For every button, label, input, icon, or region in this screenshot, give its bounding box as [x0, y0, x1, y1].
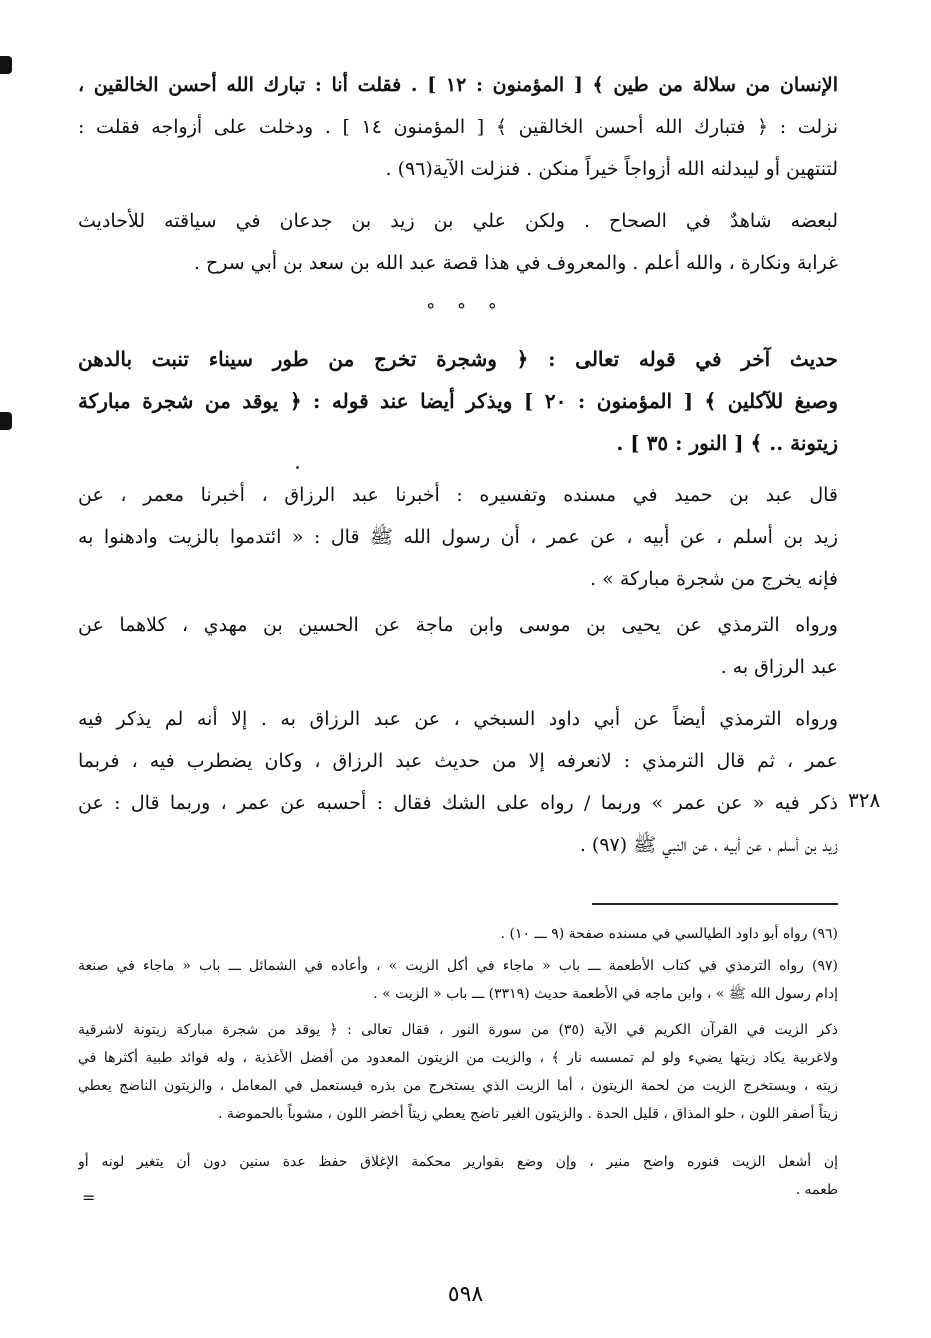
text-line: ذكر فيه « عن عمر » وربما / رواه على الشك فقال : أحسبه عن عمر ، وربما قال : عن — [78, 792, 838, 814]
binding-mark-middle — [0, 412, 12, 430]
footnote-line: زيتاً أصفر اللون ، حلو المذاق ، قليل الحدة . والزيتون الغير ناضج يعطي زيتاً أخضر اللون ، مشوباً بالحموضة . — [218, 1106, 838, 1122]
footnote-line: طعمه . — [795, 1182, 838, 1198]
footnote-line: إن أشعل الزيت فنوره واضح منير ، وإن وضع بقوارير محكمة الإغلاق حفظ عدة سنين دون أن يتغير لونه أو — [78, 1154, 838, 1170]
text-line: حديث آخر في قوله تعالى : ﴿ وشجرة تخرج من طور سيناء تنبت بالدهن — [78, 347, 838, 371]
text-line: قال عبد بن حميد في مسنده وتفسيره : أخبرنا عبد الرزاق ، أخبرنا معمر ، عن — [78, 484, 838, 506]
text-line: زيد بن أسلم ، عن أبيه ، عن عمر ، أن رسول الله ﷺ قال : « ائتدموا بالزيت وادهنوا به — [78, 526, 838, 548]
section-heading — [78, 338, 838, 464]
paragraph-6 — [78, 698, 838, 866]
margin-page-reference: ٣٢٨ — [848, 788, 881, 812]
footnote-line: (٩٦) رواه أبو داود الطيالسي في مسنده صفحة (٩ ـــ ١٠) . — [500, 926, 838, 942]
footnote-97 — [78, 952, 838, 1008]
footnote-line: (٩٧) رواه الترمذي في كتاب الأطعمة ـــ باب « ماجاء في أكل الزيت » ، وأعاده في الشمائل ـــ باب « ماجاء في صنعة — [78, 958, 838, 974]
paragraph-2 — [78, 200, 838, 284]
text-line: وصبغ للآكلين ﴾ [ المؤمنون : ٢٠ ] ويذكر أيضا عند قوله : ﴿ يوقد من شجرة مباركة — [78, 389, 838, 413]
text-line: غرابة ونكارة ، والله أعلم . والمعروف في هذا قصة عبد الله بن سعد بن أبي سرح . — [193, 252, 838, 274]
text-line: فإنه يخرج من شجرة مباركة » . — [590, 568, 838, 590]
footnote-line: زيته ، ويستخرج الزيت من لحمة الزيتون ، أما الزيت الذي يستخرج من بذره فيستعمل في المعامل ، والزيتون الناضج يعطي — [78, 1078, 838, 1094]
text-line: ورواه الترمذي عن يحيى بن موسى وابن ماجة عن الحسين بن مهدي ، كلاهما عن — [78, 614, 838, 636]
continuation-mark: = — [82, 1188, 96, 1207]
text-line: لبعضه شاهدٌ في الصحاح . ولكن علي بن زيد بن جدعان في سياقته للأحاديث — [78, 210, 838, 232]
paragraph-4 — [78, 474, 838, 600]
text-line: نزلت : ﴿ فتبارك الله أحسن الخالقين ﴾ [ المؤمنون ١٤ ] . ودخلت على أزواجه فقلت : — [78, 116, 838, 138]
footnote-line: ذكر الزيت في القرآن الكريم في الآية (٣٥) من سورة النور ، فقال تعالى : ﴿ يوقد من شجرة مباركة زيتونة لاشرقية — [78, 1022, 838, 1038]
paragraph-1 — [78, 64, 838, 190]
binding-mark-top — [0, 56, 12, 74]
text-line: الإنسان من سلالة من طين ﴾ [ المؤمنون : ١٢ ] . فقلت أنا : تبارك الله أحسن الخالقين ، — [78, 74, 838, 96]
paragraph-5 — [78, 604, 838, 688]
page-number: ٥٩٨ — [447, 1282, 484, 1307]
text-line: عبد الرزاق به . — [720, 656, 838, 678]
text-line: زيتونة .. ﴾ [ النور : ٣٥ ] . — [616, 431, 838, 455]
section-separator: ° ° ° — [426, 300, 505, 321]
footnote-divider — [592, 903, 838, 905]
footnote-note-olive — [78, 1016, 838, 1128]
text-line: عمر ، ثم قال الترمذي : لانعرفه إلا من حديث عبد الرزاق ، وكان يضطرب فيه ، فربما — [78, 750, 838, 772]
footnote-line: إدام رسول الله ﷺ » ، وابن ماجه في الأطعمة حديث (٣٣١٩) ـــ باب « الزيت » . — [373, 986, 838, 1002]
text-line: لتنتهين أو ليبدلنه الله أزواجاً خيراً منكن . فنزلت الآية(٩٦) . — [385, 158, 838, 180]
footnote-96 — [78, 920, 838, 948]
text-line: زيد بن أسلم ، عن أبيه ، عن النبي ﷺ (٩٧) . — [579, 834, 838, 856]
footnote-note-continued — [78, 1148, 838, 1204]
ink-speck — [296, 466, 299, 469]
text-line: ورواه الترمذي أيضاً عن أبي داود السبخي ، عن عبد الرزاق به . إلا أنه لم يذكر فيه — [78, 708, 838, 730]
footnote-line: ولاغربية يكاد زيتها يضيء ولو لم تمسسه نار ﴾ ، والزيت من الزيتون المعدود من أفضل الأغذية ، وله فوائد طبية أكثرها في — [78, 1050, 838, 1066]
